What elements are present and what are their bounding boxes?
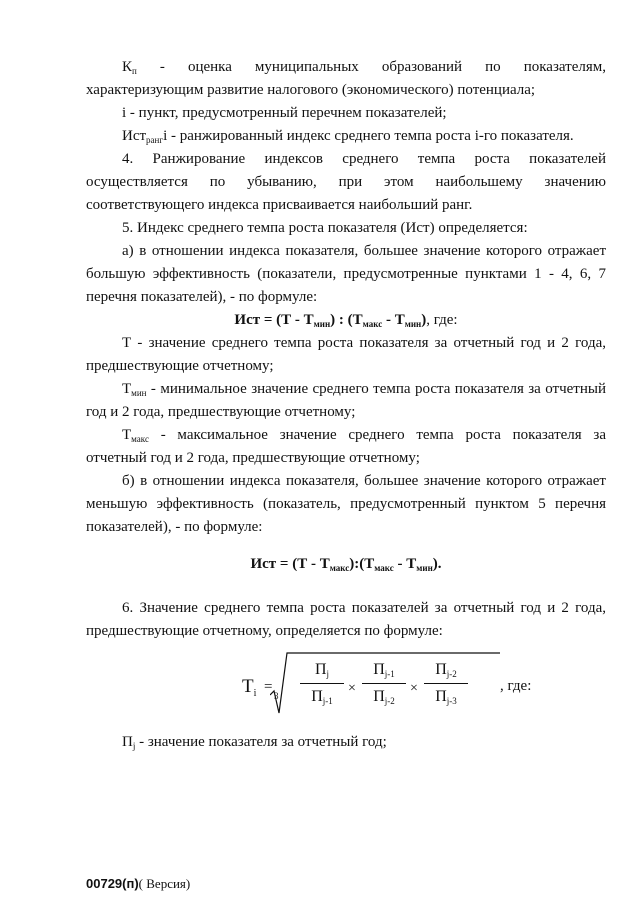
para-kp bbox=[86, 56, 606, 102]
para-t: Т - значение среднего темпа роста показателя за отчетный год и 2 года, предшествующие отчетному; bbox=[86, 335, 606, 374]
formula-part: - Т bbox=[382, 312, 405, 328]
formula-part: ). bbox=[432, 556, 442, 572]
fraction-denominator bbox=[422, 684, 470, 710]
lhs-sub: i bbox=[253, 688, 257, 699]
formula-sub: мин bbox=[313, 319, 331, 329]
formula-sub: макс bbox=[374, 563, 394, 573]
symbol-sub: п bbox=[132, 66, 137, 76]
symbol: Т bbox=[122, 427, 132, 443]
pi-symbol: П bbox=[373, 688, 385, 705]
symbol: К bbox=[122, 59, 133, 75]
symbol-sub: мин bbox=[131, 388, 147, 398]
formula-part: Ист = (Т - Т bbox=[250, 556, 330, 572]
para-5: 5. Индекс среднего темпа роста показателя (Ист) определяется: bbox=[122, 220, 528, 236]
para-text: i - ранжированный индекс среднего темпа роста i-го показателя. bbox=[163, 128, 574, 144]
formula-sub: мин bbox=[404, 319, 422, 329]
pi-sub: j-2 bbox=[384, 696, 395, 706]
fraction-3 bbox=[422, 657, 470, 710]
fraction-denominator bbox=[298, 684, 346, 710]
formula-sub: макс bbox=[329, 563, 350, 573]
pi-sub: j-1 bbox=[384, 669, 395, 679]
fraction-numerator bbox=[422, 657, 470, 683]
fraction-2 bbox=[360, 657, 408, 710]
formula-part: - Т bbox=[393, 556, 417, 572]
para-4: 4. Ранжирование индексов среднего темпа роста показателей осуществляется по убыванию, при этом наибольшему значению соответствующего индекса присваивается наибольший ранг. bbox=[86, 151, 606, 213]
para-i: i - пункт, предусмотренный перечнем показателей; bbox=[122, 105, 447, 121]
symbol-sub: ранг bbox=[146, 135, 164, 145]
formula-tail: , где: bbox=[426, 312, 458, 328]
formula-sub: макс bbox=[362, 319, 383, 329]
fraction-denominator bbox=[360, 684, 408, 710]
symbol-sub: j bbox=[132, 741, 136, 751]
spacer bbox=[86, 539, 606, 553]
formula-part: Ист = (Т - Т bbox=[234, 312, 314, 328]
para-text: - максимальное значение среднего темпа роста показателя за отчетный год и 2 года, предшествующие отчетному; bbox=[86, 427, 606, 466]
para-5a: а) в отношении индекса показателя, большее значение которого отражает большую эффективность (показатели, предусмотренные пунктами 1 - 4, 6, 7 перечня показателей), - по формуле: bbox=[86, 243, 606, 305]
pi-symbol: П bbox=[314, 661, 327, 678]
spacer bbox=[86, 576, 606, 597]
times-sign: × bbox=[348, 681, 356, 696]
formula-1 bbox=[86, 309, 606, 332]
para-pj bbox=[86, 731, 606, 754]
formula-lhs bbox=[242, 675, 256, 698]
document-footer bbox=[86, 872, 190, 895]
pi-symbol: П bbox=[311, 688, 323, 705]
lhs-symbol: T bbox=[242, 676, 254, 697]
symbol: Ист bbox=[122, 128, 147, 144]
para-text: - оценка муниципальных образований по показателям, характеризующим развитие налогового (экономического) потенциала; bbox=[86, 59, 606, 98]
document-body bbox=[86, 56, 606, 754]
root-index: 3 bbox=[274, 691, 279, 701]
para-6: 6. Значение среднего темпа роста показателей за отчетный год и 2 года, предшествующие отчетному, определяется по формуле: bbox=[86, 600, 606, 639]
para-tmax bbox=[86, 424, 606, 470]
equals-sign: = bbox=[264, 679, 273, 695]
pi-symbol: П bbox=[373, 661, 385, 678]
para-text: - минимальное значение среднего темпа роста показателя за отчетный год и 2 года, предшествующие отчетному; bbox=[86, 381, 606, 420]
fraction-numerator bbox=[360, 657, 408, 683]
pi-sub: j-1 bbox=[322, 696, 333, 706]
formula-tail: , где: bbox=[500, 678, 532, 694]
symbol: П bbox=[122, 734, 133, 750]
fraction-numerator bbox=[298, 657, 346, 683]
pi-sub: j bbox=[326, 669, 330, 679]
symbol: Т bbox=[122, 381, 132, 397]
para-text: - значение показателя за отчетный год; bbox=[135, 734, 387, 750]
document-code: 00729(п) bbox=[86, 876, 139, 891]
para-5b: б) в отношении индекса показателя, большее значение которого отражает меньшую эффективность (показатель, предусмотренный пунктом 5 перечня показателей), - по формуле: bbox=[86, 473, 606, 535]
formula-sub: мин bbox=[416, 563, 433, 573]
formula-part: ) bbox=[421, 312, 427, 328]
formula-3 bbox=[86, 647, 606, 731]
pi-sub: j-3 bbox=[446, 696, 457, 706]
formula-2 bbox=[86, 553, 606, 576]
symbol-sub: макс bbox=[131, 434, 149, 444]
pi-symbol: П bbox=[435, 688, 447, 705]
formula-part: ) : (Т bbox=[330, 312, 363, 328]
para-tmin bbox=[86, 378, 606, 424]
pi-sub: j-2 bbox=[446, 669, 457, 679]
times-sign: × bbox=[410, 681, 418, 696]
para-ist-rang bbox=[86, 125, 606, 148]
pi-symbol: П bbox=[435, 661, 447, 678]
fraction-1 bbox=[298, 657, 346, 710]
version-label: ( Версия) bbox=[138, 876, 191, 891]
formula-part: ):(Т bbox=[349, 556, 375, 572]
